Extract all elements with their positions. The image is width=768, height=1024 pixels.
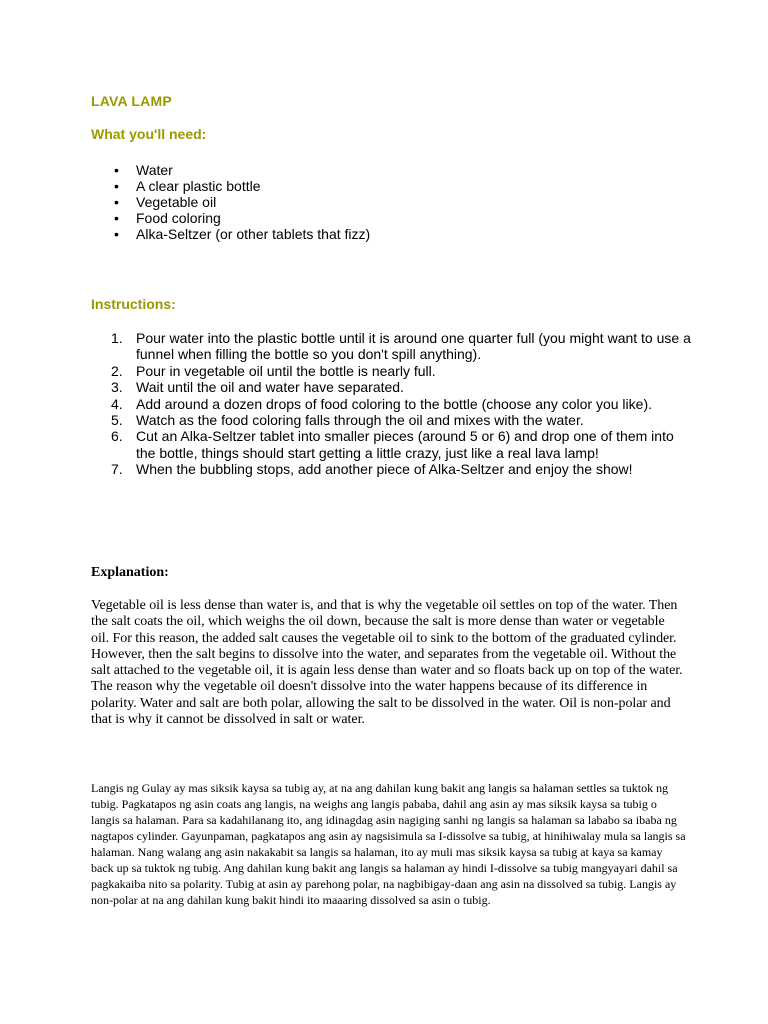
needs-list	[91, 162, 370, 242]
step-item	[91, 412, 691, 428]
bullet-icon: •	[114, 210, 119, 226]
list-item-text: A clear plastic bottle	[136, 178, 261, 194]
step-text: When the bubbling stops, add another piece of Alka-Seltzer and enjoy the show!	[136, 461, 633, 478]
step-text: Pour in vegetable oil until the bottle is nearly full.	[136, 362, 436, 379]
step-text: Pour water into the plastic bottle until it is around one quarter full (you might want to use a funnel when filling the bottle so you don't spill anything).	[136, 330, 691, 363]
step-text: Cut an Alka-Seltzer tablet into smaller pieces (around 5 or 6) and drop one of them into the bottle, things should start getting a little crazy, just like a real lava lamp!	[136, 428, 674, 461]
list-item-text: Vegetable oil	[136, 194, 217, 210]
step-text: Add around a dozen drops of food coloring to the bottle (choose any color you like).	[136, 395, 652, 412]
instructions-list	[91, 330, 691, 478]
list-item-text: Water	[136, 162, 173, 178]
list-item	[91, 210, 370, 226]
needs-heading: What you'll need:	[91, 126, 207, 142]
step-number: 5.	[111, 412, 123, 429]
instructions-heading: Instructions:	[91, 296, 176, 312]
step-number: 3.	[111, 379, 123, 396]
step-number: 7.	[111, 461, 123, 478]
step-item	[91, 330, 691, 363]
step-item	[91, 379, 691, 395]
bullet-icon: •	[114, 162, 119, 178]
bullet-icon: •	[114, 194, 119, 210]
bullet-icon: •	[114, 226, 119, 242]
step-number: 4.	[111, 395, 123, 412]
step-item	[91, 461, 691, 477]
step-item	[91, 396, 691, 412]
document-title: LAVA LAMP	[91, 93, 172, 109]
step-text: Watch as the food coloring falls through the oil and mixes with the water.	[136, 412, 584, 429]
tagalog-paragraph: Langis ng Gulay ay mas siksik kaysa sa tubig ay, at na ang dahilan kung bakit ang langis sa halaman settles sa tuktok ng tubig. Pagkatapos ng asin coats ang langis, na weighs ang langis pababa, dahil ang asin ay mas siksik kaysa sa tubig o langis sa halaman. Para sa kadahilanang ito, ang idinagdag asin nagiging sanhi ng langis sa halaman sa lababo sa ibaba ng nagtapos cylinder. Gayunpaman, pagkatapos ang asin ay nagsisimula sa I-dissolve sa tubig, at hinihiwalay mula sa langis sa halaman. Nang walang ang asin nakakabit sa langis sa halaman, ito ay muli mas siksik kaysa sa tubig at kaya sa kamay back up sa tuktok ng tubig. Ang dahilan kung bakit ang langis sa halaman ay hindi I-dissolve sa tubig mangyayari dahil sa pagkakaiba nito sa polarity. Tubig at asin ay parehong polar, na nagbibigay-daan ang asin na dissolved sa tubig. Langis ay non-polar at na ang dahilan kung bakit hindi ito maaaring dissolved sa asin o tubig.	[91, 781, 686, 907]
list-item	[91, 226, 370, 242]
step-item	[91, 363, 691, 379]
step-number: 1.	[111, 330, 123, 346]
bullet-icon: •	[114, 178, 119, 194]
step-text: Wait until the oil and water have separated.	[136, 379, 404, 396]
list-item	[91, 178, 370, 194]
explanation-paragraph: Vegetable oil is less dense than water is, and that is why the vegetable oil settles on top of the water. Then the salt coats the oil, which weighs the oil down, because the salt is more dense than water or vegetable oil. For this reason, the added salt causes the vegetable oil to sink to the bottom of the graduated cylinder. However, then the salt begins to dissolve into the water, and separates from the vegetable oil. Without the salt attached to the vegetable oil, it is again less dense than water and so floats back up on top of the water. The reason why the vegetable oil doesn't dissolve into the water happens because of its difference in polarity. Water and salt are both polar, allowing the salt to be dissolved in the water. Oil is non-polar and that is why it cannot be dissolved in salt or water.	[91, 598, 683, 728]
step-item	[91, 428, 691, 461]
step-number: 6.	[111, 428, 123, 445]
list-item	[91, 162, 370, 178]
list-item	[91, 194, 370, 210]
step-number: 2.	[111, 362, 123, 379]
list-item-text: Alka-Seltzer (or other tablets that fizz)	[136, 226, 371, 242]
list-item-text: Food coloring	[136, 210, 221, 226]
explanation-heading: Explanation:	[91, 565, 169, 580]
